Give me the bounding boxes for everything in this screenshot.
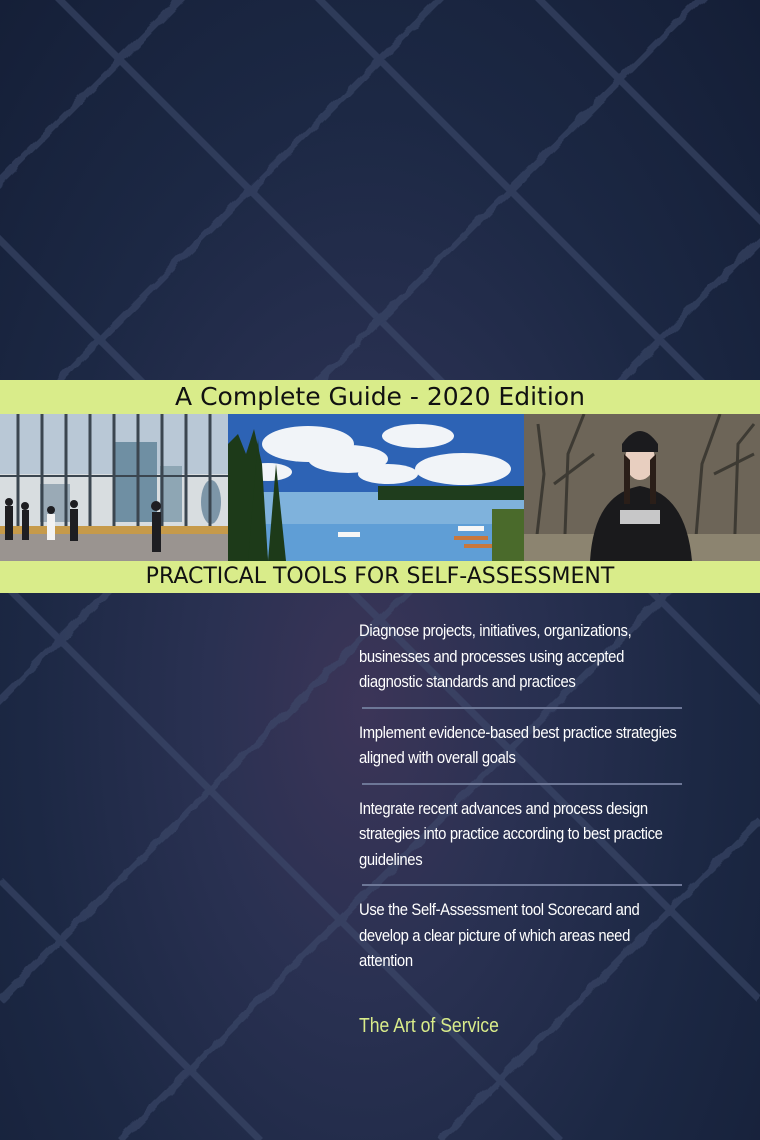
benefit-item: Integrate recent advances and process design strategies into practice according to best practice guidelines <box>359 799 663 869</box>
divider <box>362 707 682 709</box>
divider <box>362 783 682 785</box>
office-window-photo <box>0 414 228 561</box>
publisher-name: The Art of Service <box>359 1015 499 1037</box>
benefit-item: Diagnose projects, initiatives, organizations, businesses and processes using accepted diagnostic standards and practices <box>359 622 632 691</box>
benefit-item: Use the Self-Assessment tool Scorecard and develop a clear picture of which areas need attention <box>359 901 640 970</box>
benefits-list <box>359 619 684 986</box>
portrait-photo <box>524 414 760 561</box>
edition-banner: A Complete Guide - 2020 Edition <box>0 380 760 414</box>
photo-strip <box>0 414 760 561</box>
practical-tools-banner: PRACTICAL TOOLS FOR SELF-ASSESSMENT <box>0 561 760 593</box>
benefit-item: Implement evidence-based best practice strategies aligned with overall goals <box>359 723 677 767</box>
divider <box>362 884 682 886</box>
lake-landscape-photo <box>228 414 524 561</box>
